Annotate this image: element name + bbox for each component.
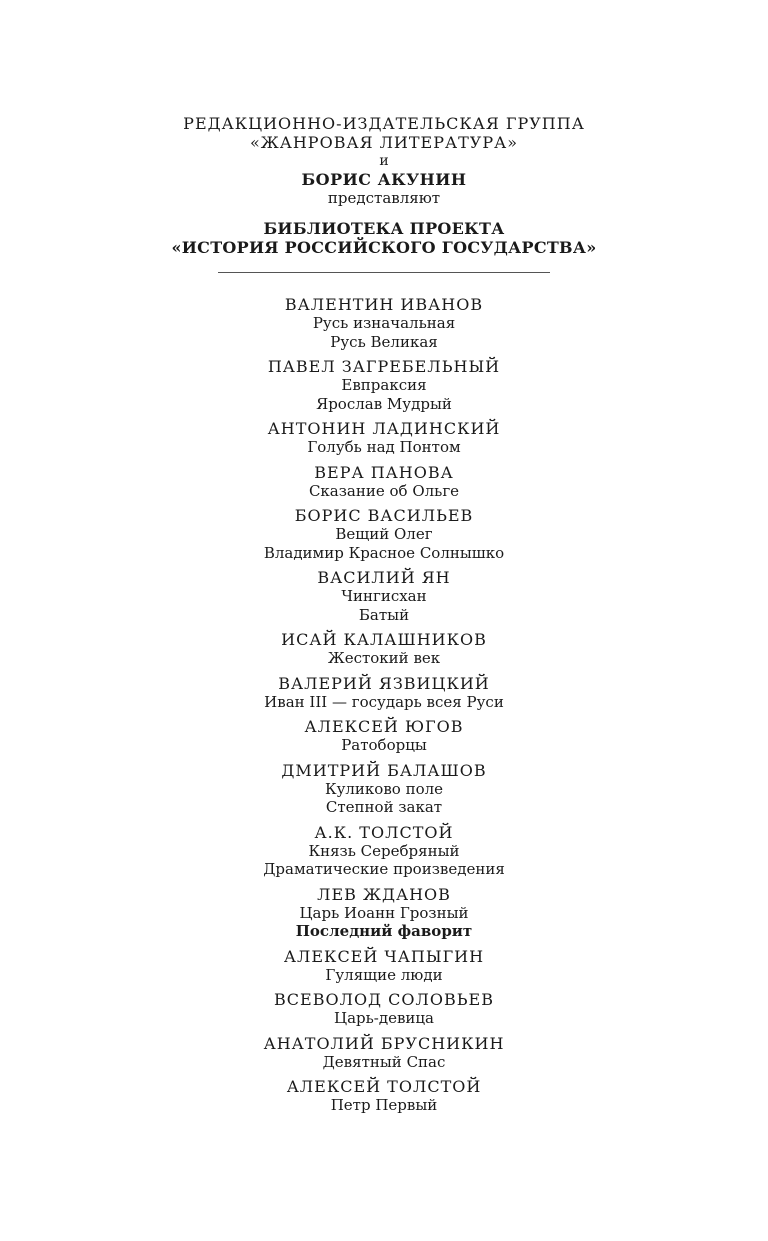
author-name: ВСЕВОЛОД СОЛОВЬЕВ <box>274 990 494 1009</box>
author-name: ВАЛЕРИЙ ЯЗВИЦКИЙ <box>278 673 490 693</box>
author-entry <box>0 295 768 351</box>
author-entry <box>0 674 768 712</box>
book-title: Сказание об Ольге <box>308 481 460 500</box>
publisher-line-2: «ЖАНРОВАЯ ЛИТЕРАТУРА» <box>249 133 519 152</box>
publisher-line-1: РЕДАКЦИОННО-ИЗДАТЕЛЬСКАЯ ГРУППА <box>183 114 585 133</box>
book-title: Ратоборцы <box>341 736 427 754</box>
book-title: Русь Великая <box>330 332 438 351</box>
book-title: Царь-девица <box>333 1009 434 1027</box>
author-name: А.К. ТОЛСТОЙ <box>314 822 454 842</box>
book-title: Вещий Олег <box>335 525 433 543</box>
book-title: Ярослав Мудрый <box>316 394 452 413</box>
author-name: ВАЛЕНТИН ИВАНОВ <box>284 295 484 314</box>
book-title: Степной закат <box>325 798 443 816</box>
library-title <box>0 219 768 257</box>
book-title: Последний фаворит <box>295 922 473 940</box>
author-name: ИСАЙ КАЛАШНИКОВ <box>281 630 487 649</box>
author-entry <box>0 1077 768 1115</box>
author-name: ЛЕВ ЖДАНОВ <box>317 884 451 904</box>
author-name: БОРИС ВАСИЛЬЕВ <box>294 506 474 525</box>
page-header <box>0 114 768 273</box>
author-name: АЛЕКСЕЙ ЧАПЫГИН <box>283 946 485 966</box>
book-title: Гулящие люди <box>325 965 443 984</box>
author-entry <box>0 357 768 413</box>
presents-text: представляют <box>327 189 441 207</box>
book-title: Владимир Красное Солнышко <box>263 543 505 562</box>
book-title: Батый <box>358 605 410 624</box>
author-name: ВАСИЛИЙ ЯН <box>317 568 451 587</box>
library-title-line-2: «ИСТОРИЯ РОССИЙСКОГО ГОСУДАРСТВА» <box>171 238 597 257</box>
author-name: АЛЕКСЕЙ ЮГОВ <box>304 717 464 736</box>
book-title: Русь изначальная <box>312 314 456 332</box>
divider-rule <box>218 272 550 273</box>
author-entry <box>0 717 768 755</box>
author-name: АНТОНИН ЛАДИНСКИЙ <box>267 419 501 438</box>
author-entry <box>0 630 768 668</box>
book-title: Царь Иоанн Грозный <box>299 903 469 922</box>
author-entry <box>0 823 768 879</box>
library-title-line-1: БИБЛИОТЕКА ПРОЕКТА <box>263 219 505 238</box>
book-title: Девятный Спас <box>322 1052 446 1071</box>
author-entry <box>0 761 768 817</box>
book-title: Жестокий век <box>327 649 441 667</box>
book-title: Евпраксия <box>341 376 427 394</box>
author-entry <box>0 506 768 562</box>
book-title: Голубь над Понтом <box>307 438 461 456</box>
author-entry <box>0 1034 768 1072</box>
author-name: АЛЕКСЕЙ ТОЛСТОЙ <box>286 1077 482 1096</box>
author-entry <box>0 990 768 1028</box>
author-entry <box>0 463 768 501</box>
book-title: Чингисхан <box>341 587 427 605</box>
book-title: Петр Первый <box>330 1096 438 1114</box>
author-name: ВЕРА ПАНОВА <box>314 462 454 482</box>
presenter-name: БОРИС АКУНИН <box>301 170 467 189</box>
book-title: Драматические произведения <box>263 860 505 878</box>
author-name: АНАТОЛИЙ БРУСНИКИН <box>263 1033 505 1053</box>
author-entry <box>0 947 768 985</box>
author-entry <box>0 419 768 457</box>
book-title: Куликово поле <box>324 779 444 798</box>
book-title: Князь Серебряный <box>308 841 460 860</box>
author-name: ДМИТРИЙ БАЛАШОВ <box>281 760 487 780</box>
author-entry <box>0 885 768 941</box>
book-title: Иван III — государь всея Руси <box>264 692 504 711</box>
author-list <box>0 295 768 1121</box>
author-name: ПАВЕЛ ЗАГРЕБЕЛЬНЫЙ <box>267 357 501 376</box>
author-entry <box>0 568 768 624</box>
conjunction: и <box>379 153 389 169</box>
